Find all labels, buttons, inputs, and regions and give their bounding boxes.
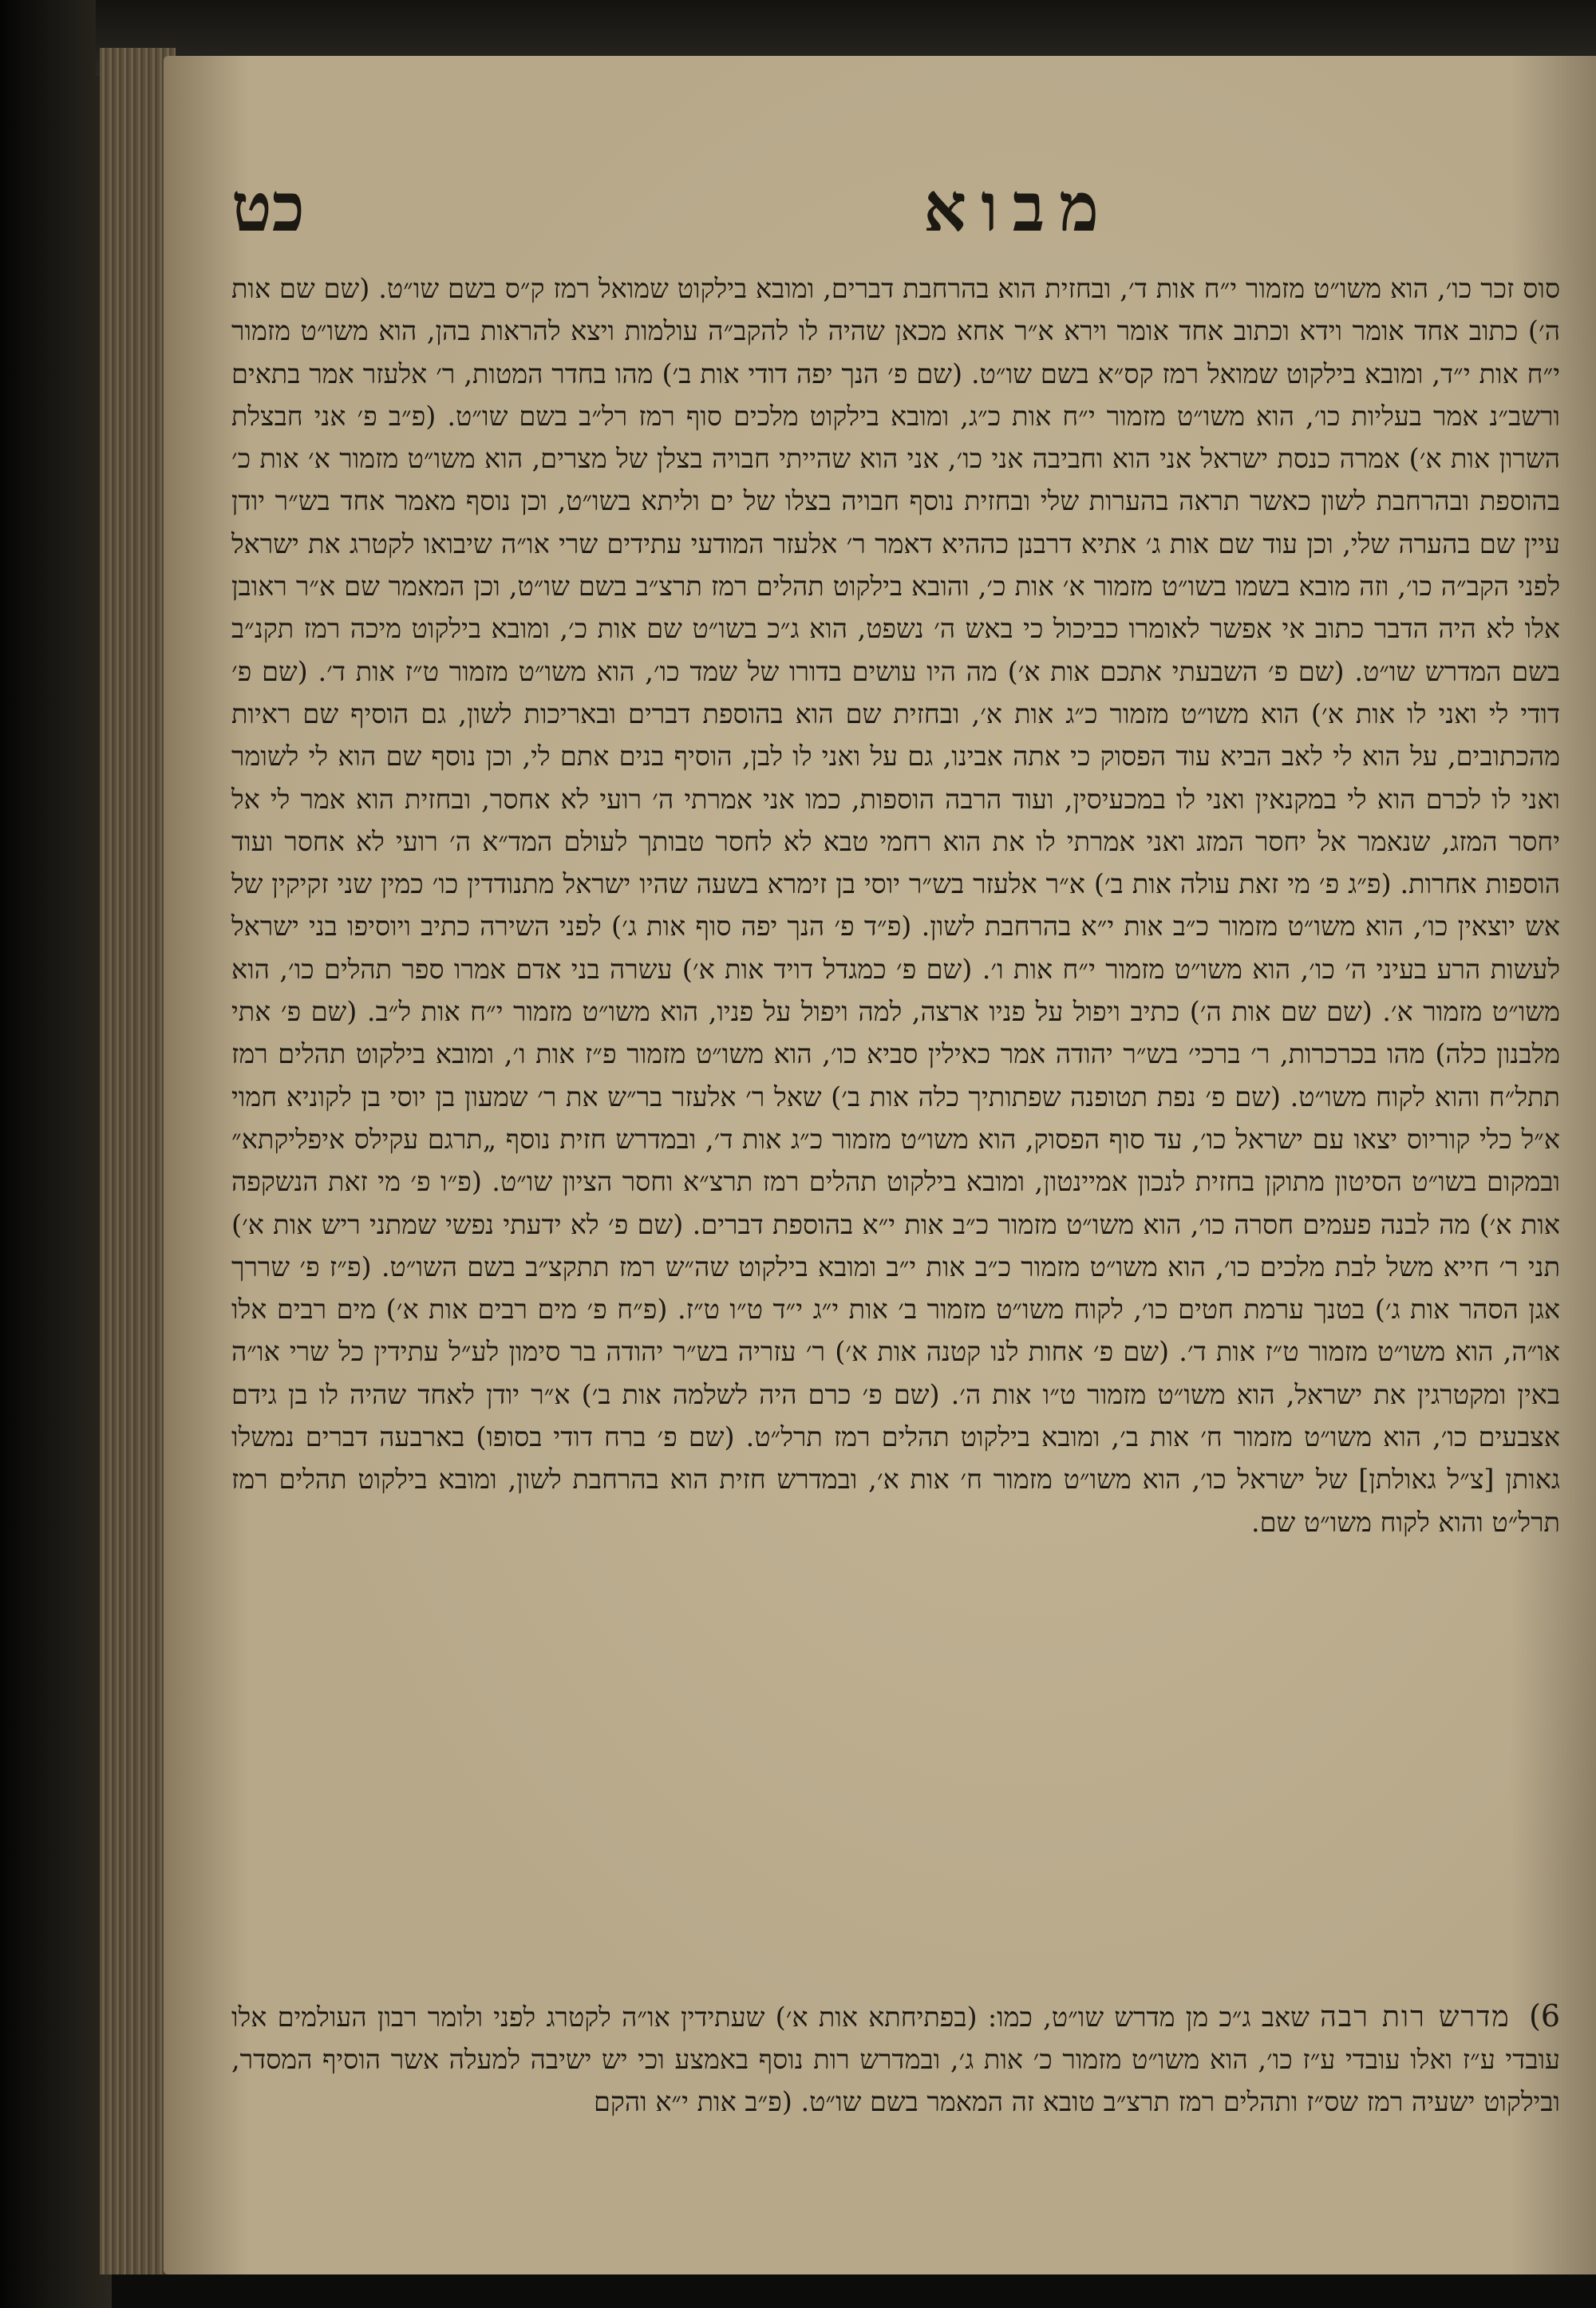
section-6 <box>231 1995 1560 2123</box>
page-number: כט <box>231 168 305 247</box>
running-header <box>231 168 1560 247</box>
section-text: שאב ג״כ מן מדרש שו״ט, כמו: (בפתיחתא אות א׳) שעתידין או״ה לקטרג לפני ולומר רבון העולמים אלו עובדי ע״ז ואלו עובדי ע״ז כו׳, הוא משו״ט מזמור כ׳ אות ג׳, ובמדרש רות נוסף באמצע וכי יש ישיבה למעלה אשר הוסיף המסדר, ובילקוט ישעיה רמז שס״ז ותהלים רמז תרצ״ב טובא זה המאמר בשם שו״ט. (פ״ב אות י״א והקם <box>231 2002 1560 2117</box>
header-title: מבוא <box>923 168 1113 247</box>
section-heading: מדרש רות רבה <box>1320 2001 1511 2033</box>
body-paragraph: סוס זכר כו׳, הוא משו״ט מזמור י״ח אות ד׳, ובחזית הוא בהרחבת דברים, ומובא בילקוט שמואל רמז ק״ס בשם שו״ט. (שם שם אות ה׳) כתוב אחד אומר וידא וכתוב אחד אומר וירא א״ר אחא מכאן שהיה לו להקב״ה עולמות ויצא להראות בהן, הוא משו״ט מזמור י״ח אות י״ד, ומובא בילקוט שמואל רמז קס״א בשם שו״ט. (שם פ׳ הנך יפה דודי אות ב׳) מהו בחדר המטות, ר׳ אלעזר אמר בתאים ורשב״נ אמר בעליות כו׳, הוא משו״ט מזמור י״ח אות כ״ג, ומובא בילקוט מלכים סוף רמז רל״ב בשם שו״ט. (פ״ב פ׳ אני חבצלת השרון אות א׳) אמרה כנסת ישראל אני הוא וחביבה אני כו׳, אני הוא שהייתי חבויה בצלן של מצרים, הוא משו״ט מזמור א׳ אות כ׳ בהוספת ובהרחבת לשון כאשר תראה בהערות שלי ובחזית נוסף חבויה בצלו של ים וליתא בשו״ט, וכן נוסף מאמר אחד בש״ר יודן עיין שם בהערה שלי, וכן עוד שם אות ג׳ אתיא דרבנן כההיא דאמר ר׳ אלעזר המודעי עתידים שרי או״ה שיבואו לקטרג את ישראל לפני הקב״ה כו׳, וזה מובא בשמו בשו״ט מזמור א׳ אות כ׳, והובא בילקוט תהלים רמז תרצ״ב בשם שו״ט, וכן המאמר שם א״ר ראובן אלו לא היה הדבר כתוב אי אפשר לאומרו כביכול כי באש ה׳ נשפט, הוא ג״כ בשו״ט שם אות כ׳, ומובא בילקוט מיכה רמז תקנ״ב בשם המדרש שו״ט. (שם פ׳ השבעתי אתכם אות א׳) מה היו עושים בדורו של שמד כו׳, הוא משו״ט מזמור ט״ז אות ד׳. (שם פ׳ דודי לי ואני לו אות א׳) הוא משו״ט מזמור כ״ג אות א׳, ובחזית שם הוא בהוספת דברים ובאריכות לשון, גם הוסיף שם ראיות מהכתובים, על הוא לי לאב הביא עוד הפסוק כי אתה אבינו, גם על ואני לו לבן, הוסיף בנים אתם לי, וכן נוסף שם הוא לי לשומר ואני לו לכרם הוא לי במקנאין ואני לו במכעיסין, ועוד הרבה הוספות, כמו אני אמרתי ה׳ רועי לא אחסר, ובחזית הוא אמר לי אל יחסר המזג, שנאמר אל יחסר המזג ואני אמרתי לו את הוא רחמי טבא לא לחסר טבותך לעולם המד״א ה׳ רועי לא אחסר ועוד הוספות אחרות. (פ״ג פ׳ מי זאת עולה אות ב׳) א״ר אלעזר בש״ר יוסי בן זימרא בשעה שהיו ישראל מתנודדין כו׳ כמין שני זקיקין של אש יוצאין כו׳, הוא משו״ט מזמור כ״ב אות י״א בהרחבת לשון. (פ״ד פ׳ הנך יפה סוף אות ג׳) לפני השירה כתיב ויוסיפו בני ישראל לעשות הרע בעיני ה׳ כו׳, הוא משו״ט מזמור י״ח אות ו׳. (שם פ׳ כמגדל דויד אות א׳) עשרה בני אדם אמרו ספר תהלים כו׳, הוא משו״ט מזמור א׳. (שם שם אות ה׳) כתיב ויפול על פניו ארצה, למה ויפול על פניו, הוא משו״ט מזמור י״ח אות ל״ב. (שם פ׳ אתי מלבנון כלה) מהו בכרכרות, ר׳ ברכי׳ בש״ר יהודה אמר כאילין סביא כו׳, הוא משו״ט מזמור פ״ז אות ו׳, ומובא בילקוט תהלים רמז תתל״ח והוא לקוח משו״ט. (שם פ׳ נפת תטופנה שפתותיך כלה אות ב׳) שאל ר׳ אלעזר בר״ש את ר׳ שמעון בן יוסי בן לקוניא חמוי א״ל כלי קוריוס יצאו עם ישראל כו׳, עד סוף הפסוק, הוא משו״ט מזמור כ״ג אות ד׳, ובמדרש חזית נוסף „תרגם עקילס איפליקתא״ ובמקום בשו״ט הסיטון מתוקן בחזית לנכון אמיינטון, ומובא בילקוט תהלים רמז תרצ״א וחסר הציון שו״ט. (פ״ו פ׳ מי זאת הנשקפה אות א׳) מה לבנה פעמים חסרה כו׳, הוא משו״ט מזמור כ״ב אות י״א בהוספת דברים. (שם פ׳ לא ידעתי נפשי שמתני ריש אות א׳) תני ר׳ חייא משל לבת מלכים כו׳, הוא משו״ט מזמור כ״ב אות י״ב ומובא בילקוט שה״ש רמז תתקצ״ב בשם השו״ט. (פ״ז פ׳ שררך אגן הסהר אות ג׳) בטנך ערמת חטים כו׳, לקוח משו״ט מזמור ב׳ אות י״ג י״ד ט״ו ט״ז. (פ״ח פ׳ מים רבים אות א׳) מים רבים אלו או״ה, הוא משו״ט מזמור ט״ז אות ד׳. (שם פ׳ אחות לנו קטנה אות א׳) ר׳ עזריה בש״ר יהודה בר סימון לע״ל עתידין כל שרי או״ה באין ומקטרגין את ישראל, הוא משו״ט מזמור ט״ו אות ה׳. (שם פ׳ כרם היה לשלמה אות ב׳) א״ר יודן לאחד שהיה לו בן גידם אצבעים כו׳, הוא משו״ט מזמור ח׳ אות ב׳, ומובא בילקוט תהלים רמז תרל״ט. (שם פ׳ ברח דודי בסופו) בארבעה דברים נמשלו גאותן [צ״ל גאולתן] של ישראל כו׳, הוא משו״ט מזמור ח׳ אות א׳, ובמדרש חזית הוא בהרחבת לשון, ומובא בילקוט תהלים רמז תרל״ט והוא לקוח משו״ט שם. <box>231 273 1560 1538</box>
section-number: 6) <box>1528 1998 1560 2033</box>
page-content <box>231 168 1560 2243</box>
book-cover <box>0 0 112 2308</box>
